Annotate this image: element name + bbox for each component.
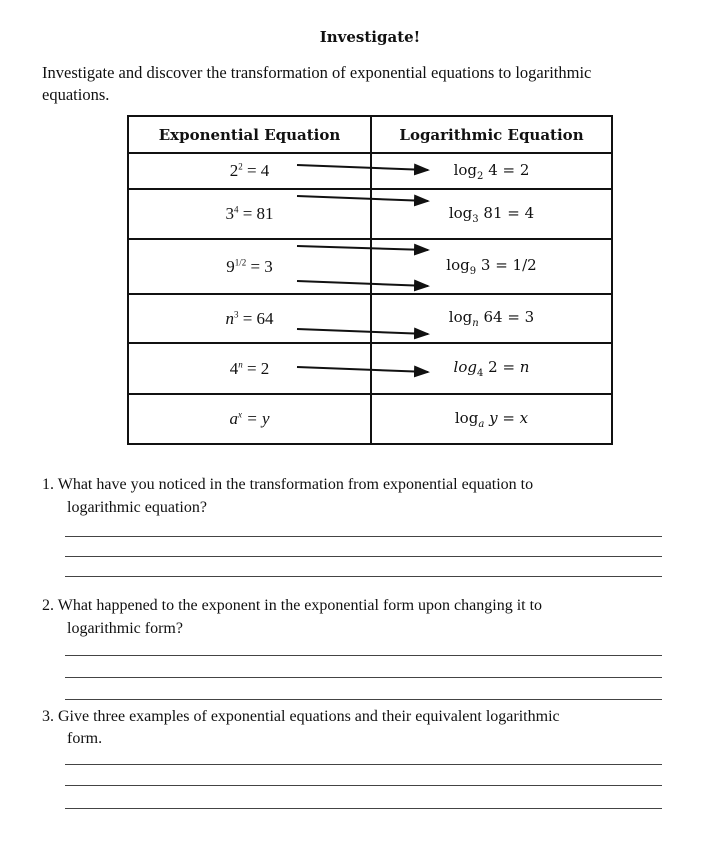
exponent: 1/2 [234,256,247,267]
exponent: 4 [233,204,239,215]
page-title: Investigate! [319,28,421,46]
header-logarithmic: Logarithmic Equation [371,116,612,153]
log-argument: 2 [488,358,498,376]
exp-rhs: = 81 [242,204,274,223]
transformation-arrow [297,246,428,250]
log-argument: y [489,408,498,427]
base: a [229,409,238,428]
log-base: 4 [476,368,484,379]
question-3: 3. Give three examples of exponential equations and their equivalent logarithmic [42,708,560,725]
intro-text: Investigate and discover the transformation of exponential equations to logarithmic [42,63,592,82]
header-exponential: Exponential Equation [128,116,371,153]
question-1-cont: logarithmic equation? [67,499,207,516]
log-base: 9 [469,266,477,277]
base: 4 [229,358,239,378]
intro-text: equations. [42,85,110,104]
exp-rhs: = y [246,409,270,428]
log-word: log [454,408,479,427]
question-3-cont: form. [67,730,103,747]
answer-line[interactable] [65,699,662,700]
base: 9 [226,256,235,276]
log-word: log [453,358,477,376]
answer-line[interactable] [65,536,662,537]
answer-line[interactable] [65,808,662,809]
log-argument: 4 [488,160,498,179]
log-argument: 64 [483,308,503,326]
answer-line[interactable] [65,556,662,557]
answer-line[interactable] [65,764,662,765]
transformation-arrow [297,165,428,170]
log-word: log [448,203,473,222]
transformation-arrow [297,329,428,334]
base: 3 [225,204,234,223]
exponent: x [237,409,242,420]
log-rhs: = 2 [502,160,530,179]
log-word: log [448,308,473,326]
log-rhs: = 3 [507,308,535,326]
exponent: 2 [238,161,243,172]
base: 2 [229,161,239,180]
exp-rhs: = 2 [246,358,270,378]
transformation-arrow [297,196,428,201]
transformation-arrow [297,281,428,286]
answer-line[interactable] [65,576,662,577]
question-1: 1. What have you noticed in the transformation from exponential equation to [42,476,534,493]
question-2-cont: logarithmic form? [67,620,183,637]
exponent: n [238,358,243,369]
log-base: a [478,418,485,430]
log-base: 2 [477,170,484,182]
exp-rhs: = 64 [242,308,274,328]
log-rhs: = 1/2 [495,256,537,274]
question-2: 2. What happened to the exponent in the exponential form upon changing it to [42,597,543,614]
answer-line[interactable] [65,655,662,656]
transformation-arrow [297,367,428,372]
log-word: log [446,256,470,274]
log-base: 3 [472,213,479,225]
log-base: n [472,318,479,329]
log-rhs: = n [502,358,530,376]
answer-line[interactable] [65,785,662,786]
exp-rhs: = 4 [246,161,270,180]
log-word: log [453,160,478,179]
log-rhs: = 4 [507,203,535,222]
log-argument: 81 [483,203,503,222]
base: n [225,308,234,328]
answer-line[interactable] [65,677,662,678]
exp-rhs: = 3 [250,256,273,276]
log-argument: 3 [480,256,491,274]
log-rhs: = x [502,408,529,427]
exponent: 3 [233,308,239,319]
